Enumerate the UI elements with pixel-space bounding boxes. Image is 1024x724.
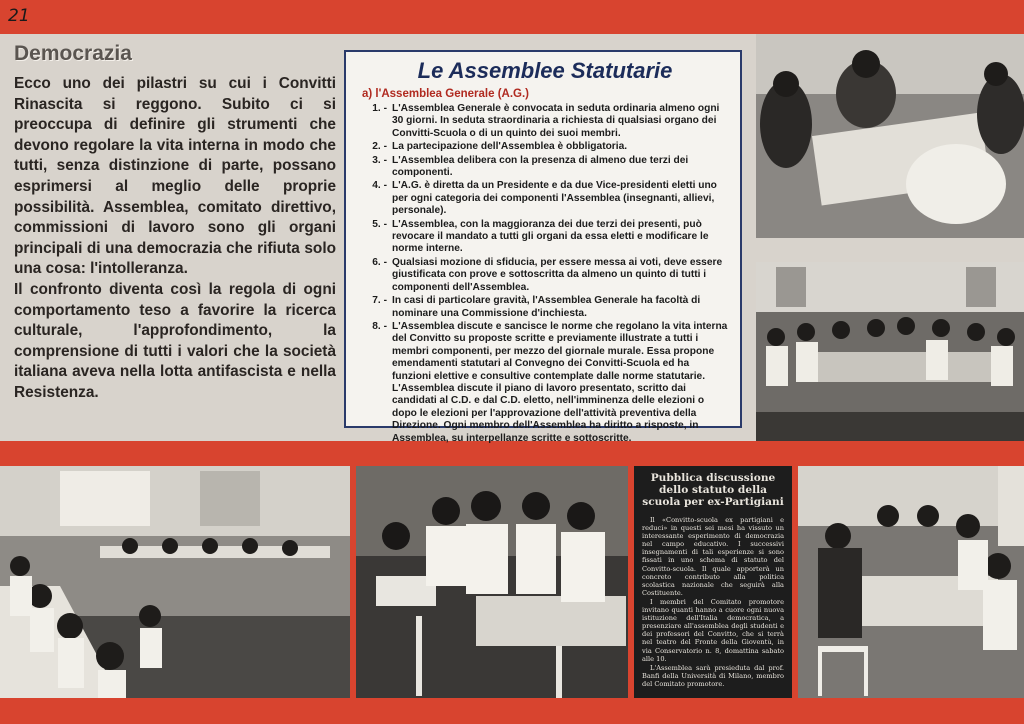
rule-text: L'A.G. è diretta da un Presidente e da due Vice-presidenti eletti uno per ogni categoria dei componenti l'Assemblea (insegnanti, allievi, personale). [392, 180, 717, 217]
rule-text: L'Assemblea, con la maggioranza dei due terzi dei presenti, può revocare il mandato a tutti gli organi da essa eletti e modificare le norme interne. [392, 218, 709, 255]
rule-item [362, 141, 728, 153]
rule-number: 4. - [372, 180, 387, 192]
newspaper-paragraph-1: Il «Convitto-scuola ex partigiani e reduci» in questi sei mesi ha vissuto un interessante esperimento di democrazia nel campo educativo. I successivi insegnamenti di tali esperienze si sono fissati in uno schema di statuto del Convitto-scuola. Il quale apporterà un concreto contributo alla politica scolastica nazionale che seguirà alla Costituente. [642, 516, 784, 597]
intro-title: Democrazia [14, 42, 132, 65]
rule-item [362, 219, 728, 256]
rule-number: 8. - [372, 320, 387, 332]
newspaper-paragraph-2: I membri del Comitato promotore invitano quanti hanno a cuore ogni nuova istituzione dell'Italia democratica, a presenziare all'assemblea degli studenti e dei professori del Convitto, che si terrà nel teatro del Fronte della Gioventù, in via Conservatorio n. 8, domattina sabato alle 10. [642, 597, 784, 663]
rules-title: Le Assemblee Statutarie [417, 58, 673, 83]
newspaper-paragraph-3: L'Assemblea sarà presieduta dal prof. Banfi della Università di Milano, membro del Comitato promotore. [642, 663, 784, 688]
rule-item [362, 295, 728, 320]
rule-number: 1. - [372, 103, 387, 114]
rule-item [362, 321, 728, 445]
rule-item [362, 103, 728, 140]
intro-section [14, 42, 336, 404]
rule-item [362, 180, 728, 217]
rule-text: Qualsiasi mozione di sfiducia, per essere messa ai voti, deve essere giustificata con prove e sottoscritta da almeno un quinto di tutti i componenti dell'Assemblea. [392, 256, 723, 293]
newspaper-body [642, 516, 784, 688]
photo-group-discussion [356, 466, 628, 698]
photo-assembly-table [756, 262, 1024, 441]
rule-number: 6. - [372, 256, 387, 268]
rules-subtitle: a) l'Assemblea Generale (A.G.) [362, 88, 529, 100]
photo-meeting-table [798, 466, 1024, 698]
rule-text: L'Assemblea discute e sancisce le norme che regolano la vita interna del Convitto su proposte scritte e previamente illustrate a tutti i membri componenti, per mezzo del giornale murale. Essa propone emendamenti statutari al Convegno dei Convitti-Scuola ed ha funzioni elettive e consultive contemplate dalle norme statutarie. L'Assemblea discute il piano di lavoro presentato, scritto dai candidati al C.D. e dal C.D. eletto, nell'imminenza delle elezioni o dopo le elezioni per l'approvazione dell'attività preventiva della Direzione. Ogni membro dell'Assemblea ha diritto a risposte, in Assemblea, su interpellanze scritte e sottoscritte. [392, 320, 728, 444]
rule-text: L'Assemblea Generale è convocata in seduta ordinaria almeno ogni 30 giorni. In seduta straordinaria a richiesta di qualsiasi organo dei Convitti-Scuola o di un quinto dei suoi membri. [392, 103, 720, 139]
rule-number: 7. - [372, 295, 387, 307]
newspaper-title: Pubblica discussione dello statuto della scuola per ex-Partigiani [642, 472, 784, 508]
assemblee-statutarie-box [344, 50, 742, 444]
page-number: 21 [8, 6, 30, 26]
rule-item [362, 155, 728, 180]
rule-number: 2. - [372, 141, 387, 153]
rule-text: L'Assemblea delibera con la presenza di almeno due terzi dei componenti. [392, 154, 689, 179]
photo-classroom-hall [0, 466, 350, 698]
rule-number: 5. - [372, 218, 387, 230]
rule-text: La partecipazione dell'Assemblea è obbligatoria. [392, 141, 628, 153]
rule-item [362, 257, 728, 294]
intro-paragraph-2: Il confronto diventa così la regola di ogni comportamento teso a favorire la ricerca culturale, l'approfondimento, la comprensione di tutti i valori che la società italiana aveva nella lotta antifascista e nella Resistenza. [14, 280, 336, 401]
photo-students-writing [756, 34, 1024, 238]
newspaper-clipping [634, 466, 792, 698]
rule-number: 3. - [372, 154, 387, 166]
intro-paragraph-1: Ecco uno dei pilastri su cui i Convitti Rinascita si reggono. Subito ci si preoccupa di definire gli strumenti che devono regolare la vita interna in modo che tutti, senza distinzione di parte, possano esprimersi al meglio delle proprie possibilità. Assemblea, comitato direttivo, commissioni di lavoro sono gli organi principali di una democrazia che rifiuta solo una cosa: l'intolleranza. [14, 75, 336, 278]
rule-text: In casi di particolare gravità, l'Assemblea Generale ha facoltà di nominare una Commissione d'inchiesta. [392, 295, 701, 319]
